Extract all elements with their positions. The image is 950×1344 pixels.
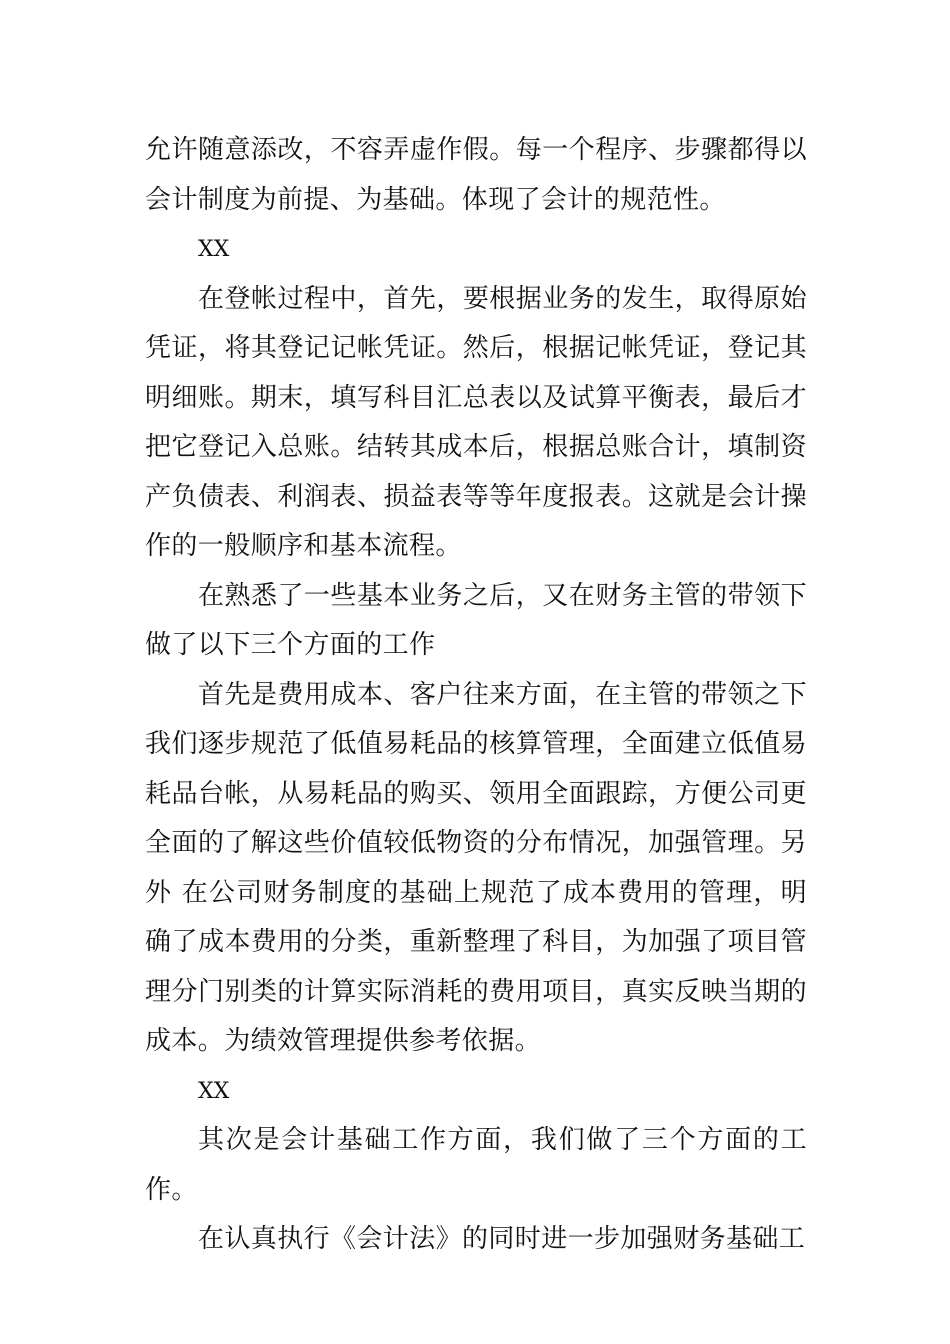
paragraph-continuation: 允许随意添改，不容弄虚作假。每一个程序、步骤都得以会计制度为前提、为基础。体现了会计的规范性。: [145, 135, 807, 215]
section-marker: XX: [198, 1078, 230, 1104]
paragraph-ledger-process: 在登帐过程中，首先，要根据业务的发生，取得原始凭证，将其登记记帐凭证。然后，根据记帐凭证，登记其明细账。期末，填写科目汇总表以及试算平衡表，最后才把它登记入总账。结转其成本后，根据总账合计，填制资产负债表、利润表、损益表等等年度报表。这就是会计操作的一般顺序和基本流程。: [145, 283, 807, 561]
paragraph-three-areas-intro: 在熟悉了一些基本业务之后，又在财务主管的带领下做了以下三个方面的工作: [145, 580, 807, 660]
paragraph-cost-expenses: 首先是费用成本、客户往来方面，在主管的带领之下我们逐步规范了低值易耗品的核算管理，全面建立低值易耗品台帐，从易耗品的购买、领用全面跟踪，方便公司更全面的了解这些价值较低物资的分布情况，加强管理。另外 在公司财务制度的基础上规范了成本费用的管理，明确了成本费用的分类，重新整理了科目，为加强了项目管理分门别类的计算实际消耗的费用项目，真实反映当期的成本。为绩效管理提供参考依据。: [145, 679, 807, 1056]
paragraph-accounting-law: 在认真执行《会计法》的同时进一步加强财务基础工: [198, 1224, 806, 1254]
section-marker: XX: [198, 237, 230, 262]
document-body: [145, 126, 807, 1265]
paragraph-accounting-basics: 其次是会计基础工作方面，我们做了三个方面的工作。: [145, 1125, 807, 1205]
